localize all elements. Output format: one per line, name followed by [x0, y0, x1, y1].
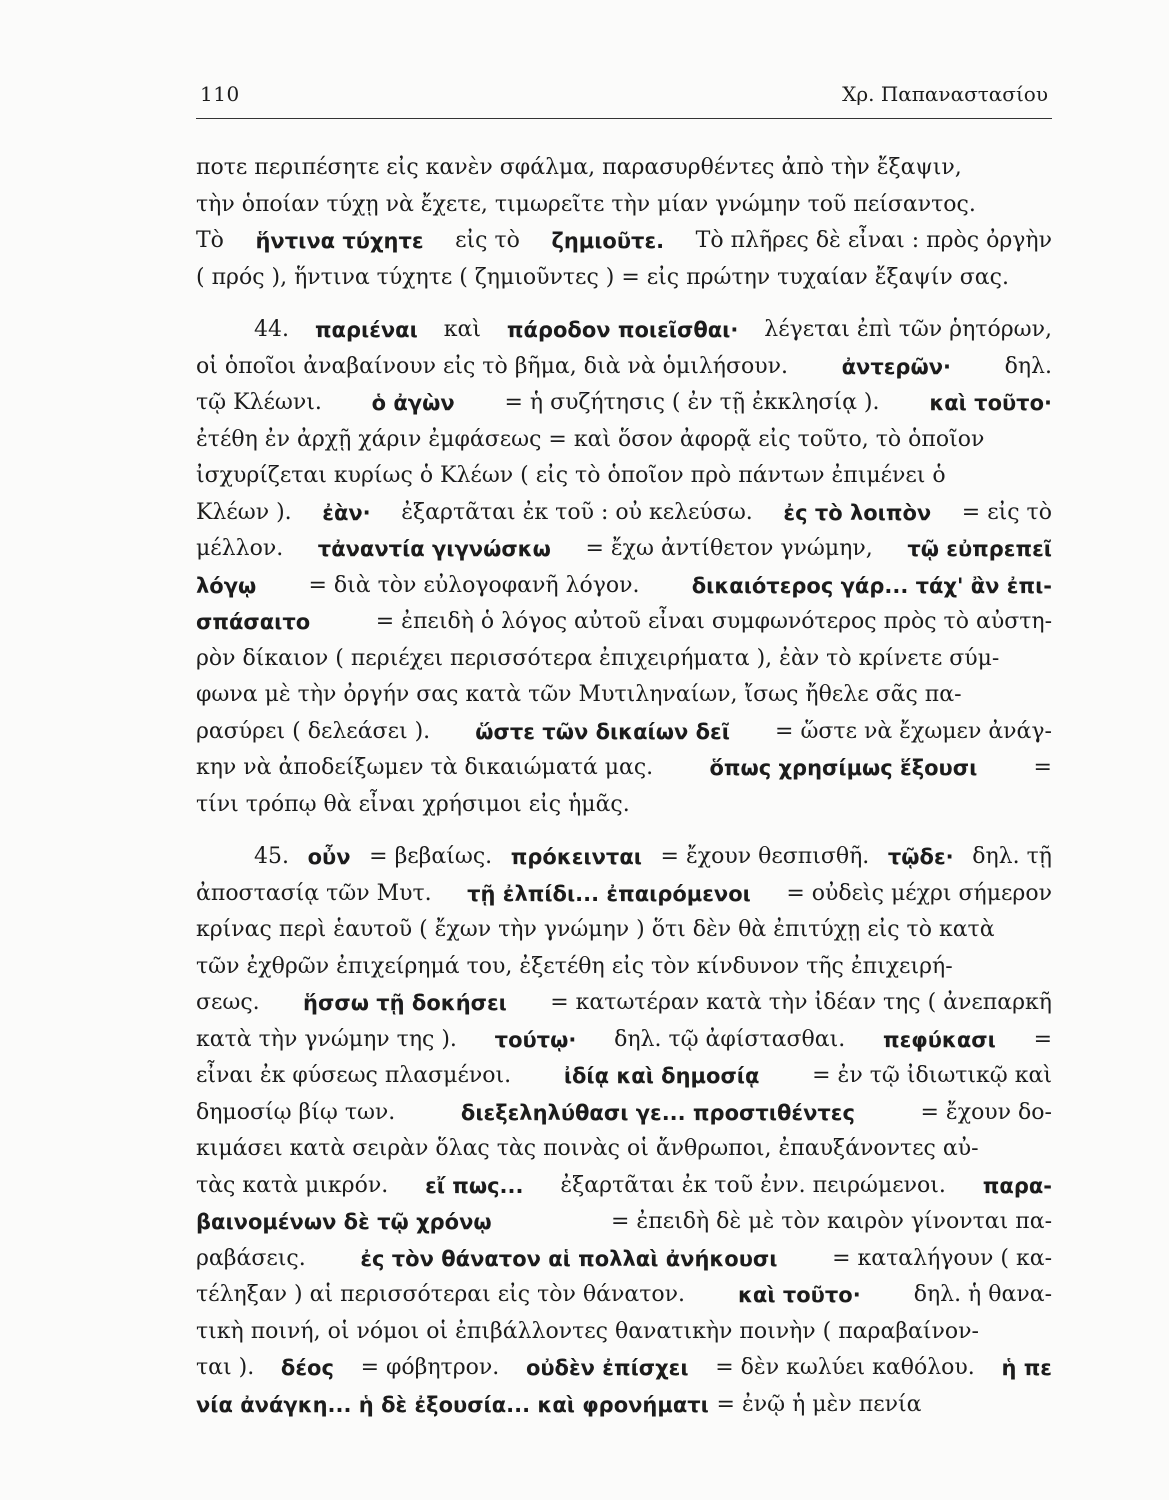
- text-body: [196, 150, 1052, 1423]
- text-segment: φωνα μὲ τὴν ὀργήν σας κατὰ τῶν Μυτιληναίων, ἴσως ἤθελε σᾶς πα-: [196, 682, 962, 707]
- bold-term: ἀντερῶν·: [841, 354, 951, 379]
- bold-term: ἰδίᾳ καὶ δημοσίᾳ: [563, 1064, 760, 1088]
- text-segment: λέγεται ἐπὶ τῶν ῥητόρων,: [764, 317, 1052, 342]
- text-segment: τέληξαν ) αἱ περισσότεραι εἰς τὸν θάνατον.: [196, 1282, 685, 1307]
- text-segment: ρὸν δίκαιον ( περιέχει περισσότερα ἐπιχειρήματα ), ἐὰν τὸ κρίνετε σύμ-: [196, 645, 1000, 671]
- text-segment: δηλ.: [1004, 353, 1052, 379]
- text-line: [196, 150, 1052, 187]
- text-line: [196, 1277, 1052, 1314]
- bold-term: τούτῳ·: [494, 1027, 577, 1052]
- text-line: [196, 568, 1052, 605]
- text-line: [196, 949, 1052, 986]
- bold-term: ζημιοῦτε.: [551, 229, 665, 253]
- text-segment: = φόβητρον.: [360, 1355, 500, 1380]
- text-segment: = οὐδεὶς μέχρι σήμερον: [786, 880, 1052, 906]
- text-segment: = ἐν τῷ ἰδιωτικῷ καὶ: [812, 1063, 1052, 1088]
- text-segment: = ἐνῷ ἡ μὲν πενία: [716, 1391, 922, 1417]
- text-segment: = ὥστε νὰ ἔχωμεν ἀνάγ-: [775, 718, 1052, 744]
- text-segment: τὴν ὁποίαν τύχῃ νὰ ἔχετε, τιμωρεῖτε τὴν μίαν γνώμην τοῦ πείσαντος.: [196, 191, 976, 217]
- bold-term: λόγῳ: [196, 573, 257, 598]
- text-segment: = δὲν κωλύει καθόλου.: [715, 1355, 975, 1380]
- bold-term: τῷ εὐπρεπεῖ: [907, 537, 1052, 561]
- text-segment: τῶν ἐχθρῶν ἐπιχείρημά του, ἐξετέθη εἰς τὸν κίνδυνον τῆς ἐπιχειρή-: [196, 953, 953, 979]
- text-segment: = ἔχω ἀντίθετον γνώμην,: [585, 536, 873, 561]
- text-segment: μέλλον.: [196, 536, 284, 561]
- bold-term: καὶ τοῦτο·: [738, 1283, 861, 1307]
- text-segment: κην νὰ ἀποδείξωμεν τὰ δικαιώματά μας.: [196, 755, 654, 780]
- text-line: [196, 1058, 1052, 1095]
- text-segment: ἐτέθη ἐν ἀρχῇ χάριν ἐμφάσεως = καὶ ὅσον ἀφορᾷ εἰς τοῦτο, τὸ ὁποῖον: [196, 426, 985, 452]
- text-segment: ποτε περιπέσητε εἰς κανὲν σφάλμα, παρασυρθέντες ἀπὸ τὴν ἔξαψιν,: [196, 155, 962, 180]
- text-segment: καὶ: [443, 317, 481, 342]
- text-segment: τὰς κατὰ μικρόν.: [196, 1172, 389, 1198]
- bold-term: παριέναι: [314, 318, 418, 342]
- text-segment: = καταλήγουν ( κα-: [832, 1245, 1052, 1271]
- text-line: [196, 1350, 1052, 1387]
- text-line: [196, 260, 1052, 297]
- text-segment: 44.: [254, 317, 289, 342]
- text-line: [196, 985, 1052, 1022]
- text-segment: κατὰ τὴν γνώμην της ).: [196, 1026, 457, 1052]
- bold-term: δικαιότερος γάρ... τάχ' ἂν ἐπι-: [691, 573, 1052, 598]
- text-segment: Κλέων ).: [196, 499, 292, 525]
- text-segment: Τὸ πλῆρες δὲ εἶναι : πρὸς ὀργὴν: [695, 228, 1052, 253]
- page-number: 110: [200, 82, 240, 106]
- text-segment: δηλ. τῇ: [972, 844, 1052, 869]
- bold-term: εἴ πως...: [425, 1173, 524, 1198]
- text-segment: τίνι τρόπῳ θὰ εἶναι χρήσιμοι εἰς ἡμᾶς.: [196, 791, 630, 817]
- bold-term: ἡ πε: [1001, 1356, 1052, 1380]
- bold-term: δέος: [280, 1356, 334, 1380]
- bold-term: καὶ τοῦτο·: [929, 391, 1052, 415]
- bold-term: ἐς τὸν θάνατον αἱ πολλαὶ ἀνήκουσι: [360, 1246, 778, 1271]
- text-line: [196, 787, 1052, 824]
- running-head: Χρ. Παπαναστασίου: [842, 82, 1048, 106]
- text-line: [196, 312, 1052, 349]
- text-line: [196, 1131, 1052, 1168]
- bold-term: τἀναντία γιγνώσκω: [317, 537, 551, 561]
- text-line: [196, 1168, 1052, 1205]
- text-segment: = ἔχουν δο-: [920, 1099, 1052, 1125]
- text-segment: ρασύρει ( δελεάσει ).: [196, 718, 431, 744]
- text-segment: τικὴ ποινή, οἱ νόμοι οἱ ἐπιβάλλοντες θανατικὴν ποινὴν ( παραβαίνον-: [196, 1318, 979, 1344]
- text-segment: ται ).: [196, 1355, 255, 1380]
- text-segment: = ἐπειδὴ ὁ λόγος αὐτοῦ εἶναι συμφωνότερος πρὸς τὸ αὐστη-: [375, 609, 1052, 634]
- text-segment: =: [1033, 1026, 1052, 1052]
- text-line: [196, 495, 1052, 532]
- bold-term: ὁ ἀγὼν: [371, 391, 455, 415]
- text-segment: ( πρός ), ἥντινα τύχητε ( ζημιοῦντες ) = εἰς πρώτην τυχαίαν ἔξαψίν σας.: [196, 264, 1009, 290]
- bold-term: ἥντινα τύχητε: [255, 229, 424, 253]
- paragraph-gap: [196, 296, 1052, 312]
- text-segment: δηλ. τῷ ἀφίστασθαι.: [614, 1026, 846, 1052]
- text-segment: εἶναι ἐκ φύσεως πλασμένοι.: [196, 1063, 512, 1088]
- text-line: [196, 385, 1052, 422]
- text-segment: = ἐπειδὴ δὲ μὲ τὸν καιρὸν γίνονται πα-: [611, 1209, 1052, 1234]
- text-line: [196, 458, 1052, 495]
- text-segment: = κατωτέραν κατὰ τὴν ἰδέαν της ( ἀνεπαρκῆ: [550, 990, 1052, 1015]
- text-segment: = ἔχουν θεσπισθῆ.: [660, 844, 870, 869]
- text-line: [196, 1314, 1052, 1351]
- text-line: [196, 1387, 1052, 1424]
- text-line: [196, 876, 1052, 913]
- text-segment: εἰς τὸ: [455, 228, 520, 253]
- text-line: [196, 604, 1052, 641]
- text-segment: ραβάσεις.: [196, 1245, 306, 1271]
- text-segment: Τὸ: [196, 228, 224, 253]
- text-segment: δημοσίῳ βίῳ των.: [196, 1099, 396, 1125]
- bold-term: βαινομένων δὲ τῷ χρόνῳ: [196, 1210, 492, 1234]
- text-line: [196, 912, 1052, 949]
- bold-term: σπάσαιτο: [196, 610, 311, 634]
- bold-term: διεξεληλύθασι γε... προστιθέντες: [460, 1100, 855, 1125]
- text-segment: σεως.: [196, 990, 260, 1015]
- text-segment: οἱ ὁποῖοι ἀναβαίνουν εἰς τὸ βῆμα, διὰ νὰ ὁμιλήσουν.: [196, 353, 788, 379]
- text-line: [196, 839, 1052, 876]
- bold-term: τῷδε·: [887, 845, 954, 869]
- bold-term: πεφύκασι: [883, 1027, 996, 1052]
- text-segment: =: [1033, 755, 1052, 780]
- text-line: [196, 750, 1052, 787]
- text-segment: = ἡ συζήτησις ( ἐν τῇ ἐκκλησίᾳ ).: [504, 390, 880, 415]
- text-segment: ἐξαρτᾶται ἐκ τοῦ : οὐ κελεύσω.: [401, 499, 753, 525]
- paragraph-gap: [196, 823, 1052, 839]
- text-segment: = βεβαίως.: [369, 844, 493, 869]
- bold-term: πάροδον ποιεῖσθαι·: [506, 318, 739, 342]
- text-line: [196, 677, 1052, 714]
- text-segment: ἐξαρτᾶται ἐκ τοῦ ἐνν. πειρώμενοι.: [560, 1172, 946, 1198]
- text-segment: = διὰ τὸν εὐλογοφανῆ λόγον.: [308, 572, 640, 598]
- text-line: [196, 1241, 1052, 1278]
- text-segment: κρίνας περὶ ἑαυτοῦ ( ἔχων τὴν γνώμην ) ὅτι δὲν θὰ ἐπιτύχῃ εἰς τὸ κατὰ: [196, 917, 995, 942]
- text-segment: κιμάσει κατὰ σειρὰν ὅλας τὰς ποινὰς οἱ ἄνθρωποι, ἐπαυξάνοντες αὐ-: [196, 1136, 979, 1161]
- bold-term: ὥστε τῶν δικαίων δεῖ: [475, 719, 730, 744]
- text-line: [196, 531, 1052, 568]
- text-line: [196, 1095, 1052, 1132]
- bold-term: παρα-: [982, 1173, 1052, 1198]
- bold-term: νία ἀνάγκη... ἡ δὲ ἐξουσία... καὶ φρονήματι: [196, 1392, 709, 1417]
- text-segment: ἀποστασίᾳ τῶν Μυτ.: [196, 880, 432, 906]
- text-segment: = εἰς τὸ: [961, 499, 1052, 525]
- text-line: [196, 422, 1052, 459]
- bold-term: οὐδὲν ἐπίσχει: [525, 1356, 689, 1380]
- bold-term: τῇ ἐλπίδι... ἐπαιρόμενοι: [467, 881, 751, 906]
- text-segment: δηλ. ἡ θανα-: [913, 1282, 1052, 1307]
- bold-term: ἐὰν·: [322, 500, 371, 525]
- bold-term: οὖν: [307, 845, 351, 869]
- text-line: [196, 187, 1052, 224]
- bold-term: ὅπως χρησίμως ἕξουσι: [709, 756, 978, 780]
- text-line: [196, 349, 1052, 386]
- bold-term: ἥσσω τῇ δοκήσει: [303, 991, 507, 1015]
- text-line: [196, 1022, 1052, 1059]
- text-line: [196, 223, 1052, 260]
- text-line: [196, 714, 1052, 751]
- text-segment: ἰσχυρίζεται κυρίως ὁ Κλέων ( εἰς τὸ ὁποῖον πρὸ πάντων ἐπιμένει ὁ: [196, 463, 946, 488]
- text-line: [196, 641, 1052, 678]
- bold-term: πρόκεινται: [510, 845, 642, 869]
- text-line: [196, 1204, 1052, 1241]
- text-segment: τῷ Κλέωνι.: [196, 390, 322, 415]
- bold-term: ἐς τὸ λοιπὸν: [783, 500, 932, 525]
- page-header: [196, 78, 1052, 119]
- text-segment: 45.: [254, 844, 289, 869]
